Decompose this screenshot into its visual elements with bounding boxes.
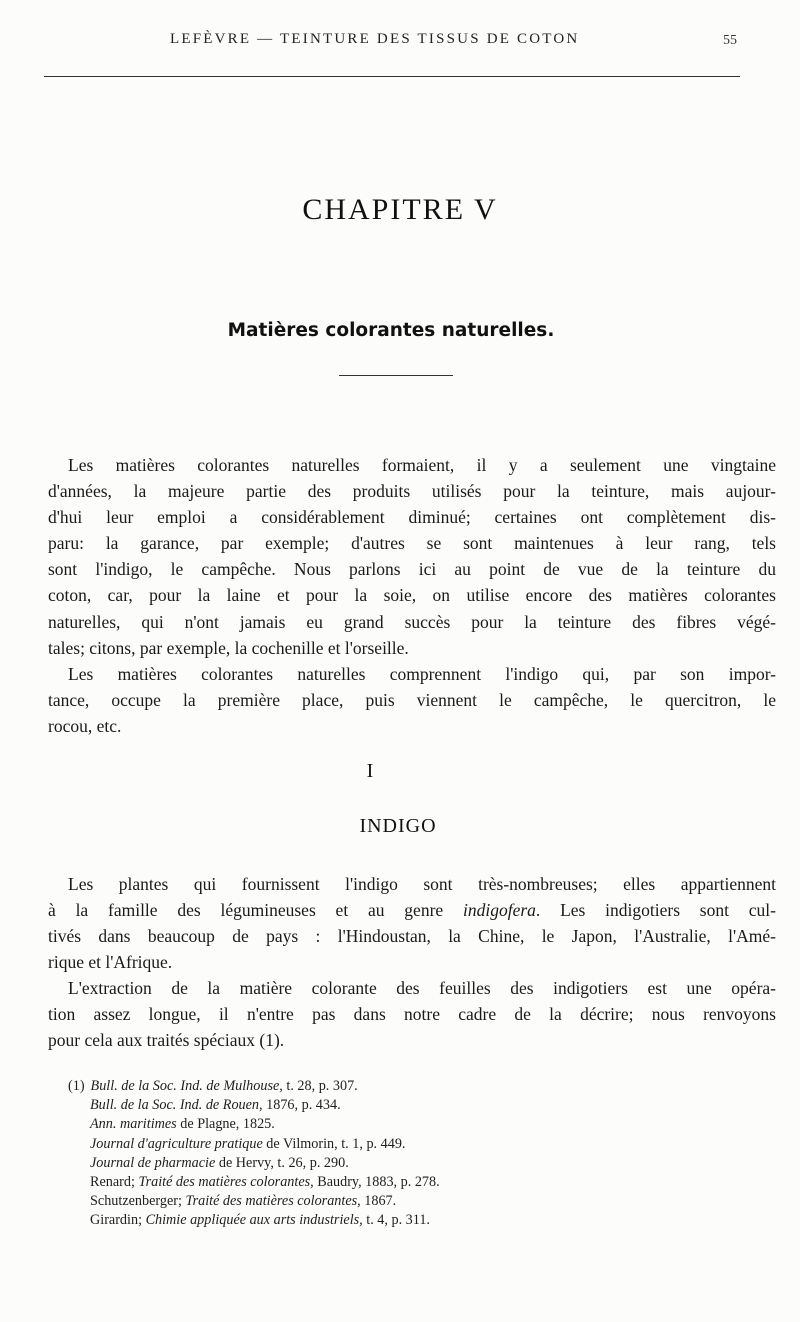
footnote-line — [68, 1115, 668, 1134]
page-number: 55 — [723, 33, 737, 48]
footnote-title: Chimie appliquée aux arts industriels, — [145, 1212, 363, 1229]
text-line: Les matières colorantes naturelles comprennent l'indigo qui, par son impor- — [68, 664, 776, 684]
footnote-line — [68, 1173, 668, 1192]
header-rule — [44, 76, 740, 77]
text-line: Les plantes qui fournissent l'indigo sont très-nombreuses; elles appartiennent — [68, 874, 776, 894]
footnote-title: Traité des matières colorantes, — [185, 1193, 361, 1210]
footnote-detail: t. 28, p. 307. — [282, 1078, 358, 1094]
footnote-author: Girardin; — [90, 1212, 146, 1229]
footnote-line — [68, 1154, 668, 1173]
text-segment: . Les indigotiers sont cul- — [535, 900, 776, 921]
footnote-detail: de Hervy, t. 26, p. 290. — [215, 1154, 349, 1171]
footnote-detail: Baudry, 1883, p. 278. — [313, 1174, 440, 1191]
text-line: tance, occupe la première place, puis viennent le campêche, le quercitron, le — [48, 690, 776, 711]
footnote-line — [68, 1192, 668, 1211]
footnote-detail: de Vilmorin, t. 1, p. 449. — [262, 1135, 406, 1152]
indigo-paragraph-2 — [48, 975, 776, 1053]
text-line: L'extraction de la matière colorante des feuilles des indigotiers est une opéra- — [68, 978, 776, 998]
text-line: coton, car, pour la laine et pour la soie, on utilise encore des matières colorantes — [48, 585, 776, 606]
footnote-mark: (1) — [68, 1078, 85, 1094]
footnote-detail: de Plagne, 1825. — [176, 1116, 275, 1133]
chapter-divider-rule — [339, 375, 453, 376]
text-line: tales; citons, par exemple, la cochenille et l'orseille. — [48, 637, 409, 658]
indigo-paragraph-1 — [48, 871, 776, 975]
footnote-line — [68, 1135, 668, 1154]
text-line: naturelles, qui n'ont jamais eu grand succès pour la teinture des fibres végé- — [48, 611, 776, 632]
footnote-detail: t. 4, p. 311. — [362, 1212, 430, 1229]
footnote-title: Bull. de la Soc. Ind. de Rouen, — [90, 1097, 263, 1114]
footnotes — [68, 1077, 668, 1231]
footnote-author: Schutzenberger; — [90, 1193, 186, 1210]
chapter-title: CHAPITRE V — [302, 193, 498, 226]
footnote-title: Ann. maritimes — [90, 1116, 177, 1133]
text-line: sont l'indigo, le campêche. Nous parlons ici au point de vue de la teinture du — [48, 559, 776, 580]
italic-term: indigofera — [462, 900, 536, 921]
running-head: LEFÈVRE — TEINTURE DES TISSUS DE COTON — [170, 31, 580, 47]
section-title: INDIGO — [359, 815, 437, 837]
text-line: pour cela aux traités spéciaux (1). — [48, 1030, 285, 1051]
footnote-title: Traité des matières colorantes, — [138, 1174, 314, 1191]
footnote-detail: 1867. — [360, 1193, 397, 1210]
text-line: tivés dans beaucoup de pays : l'Hindoustan, la Chine, le Japon, l'Australie, l'Amé- — [48, 926, 776, 947]
section-number: I — [366, 760, 374, 782]
footnote-title: Bull. de la Soc. Ind. de Mulhouse, — [90, 1078, 283, 1094]
footnote-line — [68, 1077, 668, 1096]
intro-paragraph-1 — [48, 452, 776, 661]
footnote-line — [68, 1211, 668, 1230]
footnote-title: Journal de pharmacie — [90, 1154, 216, 1171]
text-line — [48, 897, 776, 923]
text-segment: à la famille des légumineuses et au genre — [48, 900, 463, 921]
text-line: d'années, la majeure partie des produits utilisés pour la teinture, mais aujour- — [48, 481, 776, 502]
footnote-line — [68, 1096, 668, 1115]
text-line: rique et l'Afrique. — [48, 952, 173, 973]
text-line: rocou, etc. — [48, 716, 122, 737]
text-line: tion assez longue, il n'entre pas dans notre cadre de la décrire; nous renvoyons — [48, 1004, 776, 1025]
text-line: d'hui leur emploi a considérablement diminué; certaines ont complètement dis- — [48, 507, 776, 528]
chapter-subtitle: Matières colorantes naturelles. — [227, 320, 555, 341]
text-line: Les matières colorantes naturelles formaient, il y a seulement une vingtaine — [68, 455, 776, 475]
text-line: paru: la garance, par exemple; d'autres se sont maintenues à leur rang, tels — [48, 533, 776, 554]
footnote-detail: 1876, p. 434. — [262, 1097, 341, 1114]
footnote-title: Journal d'agriculture pratique — [90, 1135, 263, 1152]
intro-paragraph-2 — [48, 661, 776, 739]
footnote-author: Renard; — [90, 1174, 139, 1191]
